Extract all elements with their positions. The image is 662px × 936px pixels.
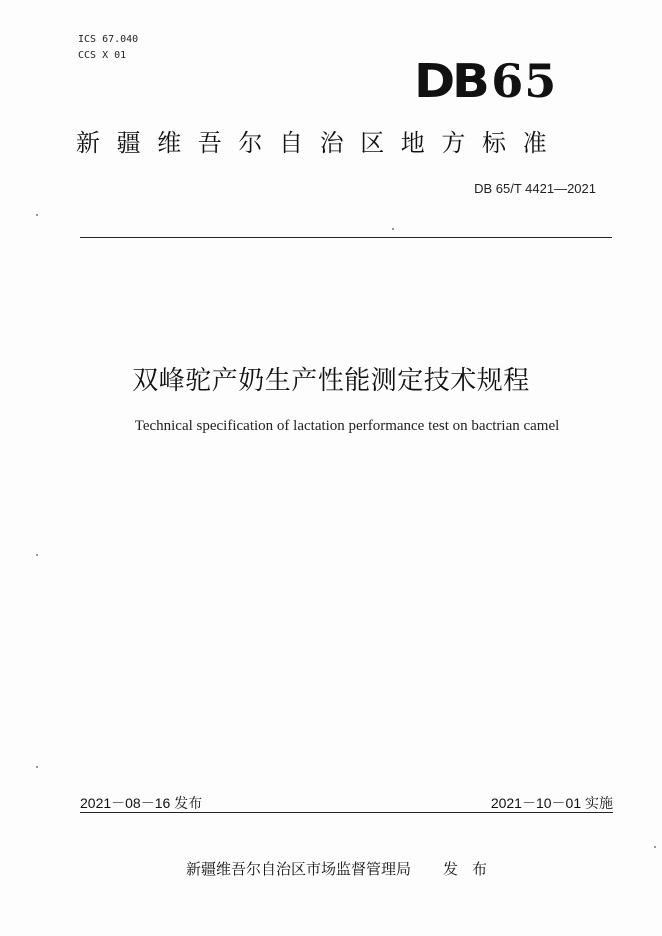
document-title-english: Technical specification of lactation performance test on bactrian camel [134, 418, 560, 434]
db-logo [414, 56, 564, 106]
issuer-name: 新疆维吾尔自治区市场监督管理局 [186, 860, 412, 878]
issuer-line [186, 858, 501, 879]
classification-codes [78, 32, 138, 64]
scan-speck [654, 846, 656, 848]
scan-speck [392, 228, 394, 230]
standard-code: DB 65/T 4421—2021 [474, 181, 596, 196]
bottom-divider [80, 812, 613, 813]
top-divider [80, 237, 612, 238]
standard-type-heading: 新疆维吾尔自治区地方标准 [76, 129, 564, 157]
db-logo-number: 65 [491, 54, 558, 108]
implementation-date: 2021－10－01 实施 [490, 795, 613, 811]
document-title-chinese: 双峰驼产奶生产性能测定技术规程 [132, 366, 530, 396]
issuer-action: 发布 [443, 860, 502, 878]
ccs-code: CCS X 01 [78, 50, 127, 61]
issue-date: 2021－08－16 发布 [80, 795, 203, 811]
scan-speck [36, 214, 38, 216]
db-logo-letters: DB [414, 54, 487, 108]
scan-speck [36, 766, 38, 768]
scan-speck [36, 554, 38, 556]
ics-code: ICS 67.040 [78, 34, 139, 45]
